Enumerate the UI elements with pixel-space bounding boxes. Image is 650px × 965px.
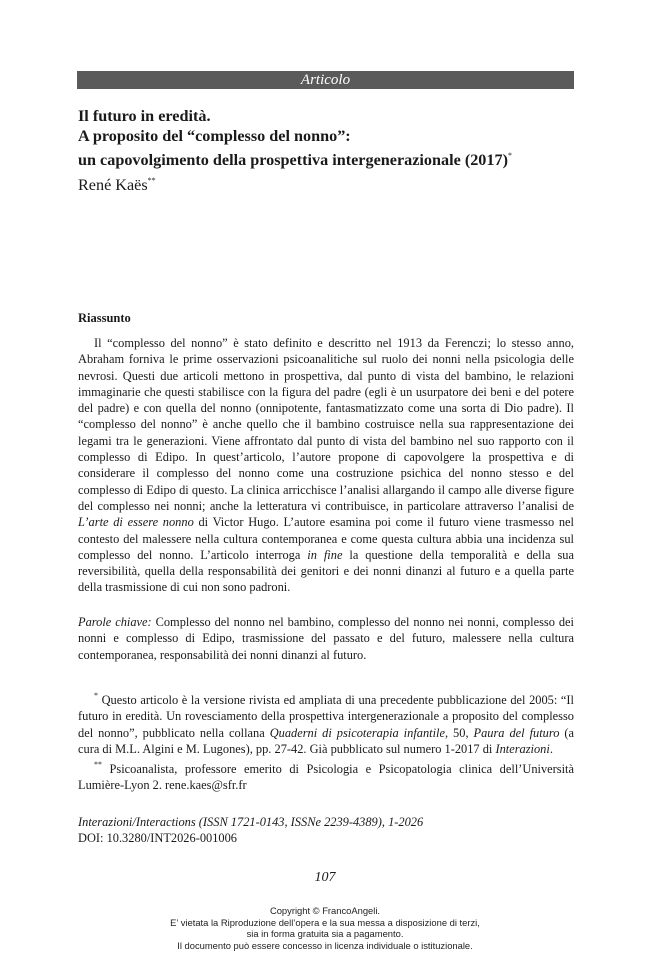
article-title-line-3-text: un capovolgimento della prospettiva intergenerazionale (2017) <box>78 151 508 169</box>
author-footnote-mark[interactable]: ** <box>147 175 156 185</box>
footnote-1-part-3: (a cura di M.L. Algini e M. Lugones), pp. 27-42. Già pubblicato sul numero 1-2017 di <box>78 725 574 756</box>
footnote-2 <box>78 757 574 794</box>
footnotes <box>78 688 574 794</box>
footnote-1-part-1: Questo articolo è la versione rivista ed ampliata di una precedente pubblicazione del 2005: “Il futuro in eredità. Un rovesciamento della prospettiva intergenerazionale a proposito del complesso del nonno”, pubblicato nella collana <box>78 693 574 740</box>
footnote-2-text: Psicoanalista, professore emerito di Psicologia e Psicopatologia clinica dell’Università Lumière-Lyon 2. rene.kaes@sfr.fr <box>78 762 574 793</box>
section-banner: Articolo <box>77 71 574 89</box>
article-title-line-3 <box>78 146 578 171</box>
abstract-heading: Riassunto <box>78 311 131 325</box>
footnote-1 <box>78 688 574 757</box>
article-title-block <box>78 107 578 195</box>
keywords-list: Complesso del nonno nel bambino, complesso del nonno nei nonni, complesso dei nonni e complesso di Edipo, trasmissione del passato e del futuro, malessere nella cultura contemporanea, responsabilità dei nonni dinanzi al futuro. <box>78 615 574 662</box>
footnote-1-series-title: Quaderni di psicoterapia infantile <box>269 725 445 740</box>
author-name <box>78 171 578 195</box>
footnote-1-volume-title: Paura del futuro <box>473 725 560 740</box>
footnote-1-journal-name: Interazioni <box>495 741 550 756</box>
abstract-latin-phrase: in fine <box>307 547 343 562</box>
copyright-line-1: Copyright © FrancoAngeli. <box>269 905 381 916</box>
article-title-line-1: Il futuro in eredità. <box>78 107 211 125</box>
doi-link[interactable]: DOI: 10.3280/INT2026-001006 <box>78 831 237 846</box>
footnote-1-part-2: , 50, <box>444 725 474 740</box>
abstract-book-title: L’arte di essere nonno <box>78 515 194 530</box>
citation-block <box>78 814 574 847</box>
article-title-line-2: A proposito del “complesso del nonno”: <box>78 126 351 145</box>
journal-citation: Interazioni/Interactions (ISSN 1721-0143, ISSNe 2239-4389), 1-2026 <box>78 815 424 829</box>
abstract-text-part-3: la questione della temporalità e della sua reversibilità, quella della responsabilità dei genitori e dei nonni dinanzi al futuro e a quella parte della trasmissione di cui non sono padroni. <box>78 547 574 595</box>
copyright-line-4: Il documento può essere concesso in licenza individuale o istituzionale. <box>177 939 473 951</box>
author-name-text: René Kaës <box>78 175 148 194</box>
abstract-text-part-2: di Victor Hugo. L’autore esamina poi come il futuro viene trasmesso nel contesto del malessere nella cultura contemporanea e come questa cultura abbia una incidenza sul complesso del nonno. L’articolo interroga <box>78 515 574 562</box>
copyright-notice <box>0 905 650 951</box>
footnote-1-part-4: . <box>549 741 553 756</box>
abstract-paragraph <box>78 335 574 596</box>
page-number: 107 <box>314 870 336 885</box>
footnote-1-mark: * <box>94 691 98 700</box>
title-footnote-mark[interactable]: * <box>507 151 512 160</box>
abstract-text-part-1: Il “complesso del nonno” è stato definito e descritto nel 1913 da Ferenczi; lo stesso anno, Abraham forniva le prime osservazioni psicoanalitiche sul ruolo dei nonni nella psicologia delle nevrosi. Questi due articoli mettono in prospettiva, dal punto di vista del bambino, le relazioni immaginarie che questi stabilisce con la figura del padre (egli è un usurpatore dei beni e del potere del padre) e con quella del nonno (onnipotente, fantasmatizzato come una sorta di Dio padre). Il “complesso del nonno” è anche quello che il bambino costruisce nella sua rappresentazione dei legami tra le generazioni. Viene affrontato dal punto di vista del bambino nel suo rapporto con il complesso di Edipo. In quest’articolo, l’autore propone di capovolgere la prospettiva e di considerare il complesso del nonno come una costruzione psichica del nonno stesso e del complesso di Edipo di questo. La clinica arricchisce l’analisi allargando il campo alle diverse figure del complesso nei nonni; anche la letteratura vi contribuisce, in particolare attraverso l’analisi de <box>78 336 574 513</box>
copyright-line-2: E’ vietata la Riproduzione dell’opera e la sua messa a disposizione di terzi, <box>170 916 480 928</box>
copyright-line-3: sia in forma gratuita sia a pagamento. <box>246 928 404 939</box>
footnote-2-mark: ** <box>94 760 102 770</box>
keywords-paragraph <box>78 614 574 663</box>
keywords-label: Parole chiave: <box>78 615 152 629</box>
